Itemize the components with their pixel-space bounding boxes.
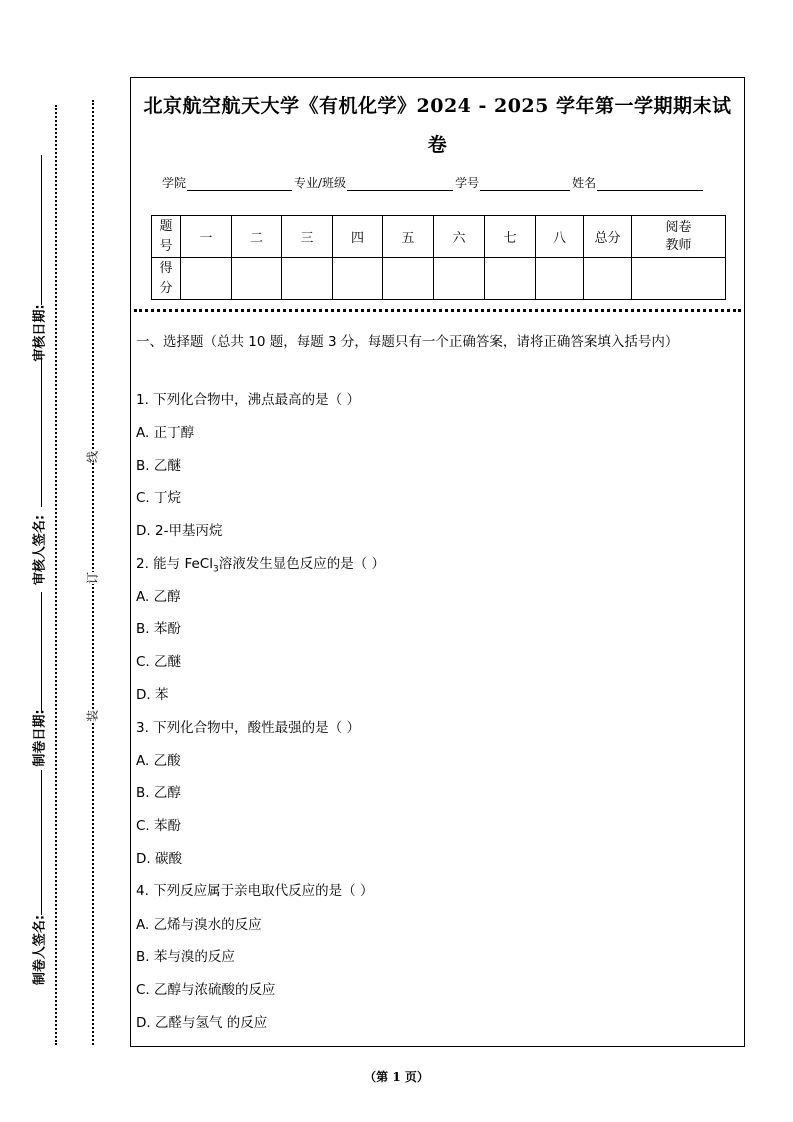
score-cell[interactable] [232,258,282,300]
grader-cell[interactable] [632,258,726,300]
col-header: 五 [383,216,434,258]
col-header: 四 [333,216,383,258]
student-info-row [162,174,705,191]
question-1-option-a: A. 正丁醇 [136,425,195,441]
major-class-label: 专业/班级 [294,176,347,190]
major-class-field[interactable] [347,178,453,191]
total-score-cell[interactable] [584,258,632,300]
question-3-option-a: A. 乙酸 [136,753,181,769]
question-2-stem [136,552,385,575]
college-label: 学院 [162,176,187,190]
reviewer-date-blank[interactable] [41,155,42,305]
page-number: （第 1 页） [364,1070,429,1084]
binding-mark-bind: 装 [82,710,103,722]
score-cell[interactable] [333,258,383,300]
col-header: 八 [536,216,584,258]
question-3-option-c: C. 苯酚 [136,818,182,834]
question-1-option-b: B. 乙醚 [136,458,181,474]
reviewer-signature-label: 审核人签名: [32,514,48,586]
maker-date-blank[interactable] [41,592,42,712]
score-cell[interactable] [383,258,434,300]
name-field[interactable] [597,178,703,191]
exam-title-line-1: 北京航空航天大学《有机化学》2024 - 2025 学年第一学期期末试 [143,95,732,117]
name-label: 姓名 [572,176,597,190]
question-4-option-a: A. 乙烯与溴水的反应 [136,917,262,933]
score-cell[interactable] [536,258,584,300]
col-header: 六 [434,216,485,258]
question-4-option-c: C. 乙醇与浓硫酸的反应 [136,982,276,998]
question-4-stem: 4. 下列反应属于亲电取代反应的是（ ） [136,883,374,899]
maker-signature-blank[interactable] [41,770,42,915]
question-2-stem-prefix: 2. 能与 FeCl [136,556,213,572]
question-3-option-d: D. 碳酸 [136,851,182,867]
student-id-label: 学号 [455,176,480,190]
student-id-field[interactable] [480,178,570,191]
score-row-label: 得分 [152,258,181,300]
maker-date-label: 制卷日期: [32,709,48,767]
maker-signature-label: 制卷人签名: [32,914,48,986]
question-2-stem-subscript: 3 [212,564,219,575]
question-2-option-c: C. 乙醚 [136,654,182,670]
section-separator [134,309,741,312]
question-3-stem: 3. 下列化合物中，酸性最强的是（ ） [136,720,360,736]
exam-title-line-2: 卷 [427,134,448,156]
grader-header: 阅卷教师 [632,216,726,258]
binding-dotted-line-left [55,105,57,1045]
score-cell[interactable] [434,258,485,300]
reviewer-date-label: 审核日期: [32,304,48,362]
college-field[interactable] [187,178,292,191]
col-header: 三 [282,216,333,258]
col-header: 二 [232,216,282,258]
score-table [151,215,726,300]
score-table-score-row [152,258,726,300]
col-header: 七 [485,216,536,258]
binding-mark-line: 线 [82,451,103,463]
reviewer-signature-blank[interactable] [41,357,42,507]
question-1-option-d: D. 2-甲基丙烷 [136,523,223,539]
question-4-option-d: D. 乙醛与氢气 的反应 [136,1015,268,1031]
question-2-option-b: B. 苯酚 [136,621,181,637]
question-1-option-c: C. 丁烷 [136,490,182,506]
section-heading: 一、选择题（总共 10 题，每题 3 分，每题只有一个正确答案，请将正确答案填入括号内） [136,334,679,350]
score-cell[interactable] [282,258,333,300]
score-table-header-row [152,216,726,258]
question-3-option-b: B. 乙醇 [136,785,181,801]
question-2-option-a: A. 乙醇 [136,589,181,605]
question-2-stem-suffix: 溶液发生显色反应的是（ ） [218,556,386,572]
col-header: 一 [181,216,232,258]
question-number-header: 题号 [152,216,181,258]
total-header: 总分 [584,216,632,258]
binding-mark-staple: 订 [82,572,103,584]
score-cell[interactable] [181,258,232,300]
question-2-option-d: D. 苯 [136,687,169,703]
question-4-option-b: B. 苯与溴的反应 [136,949,235,965]
question-1-stem: 1. 下列化合物中，沸点最高的是（ ） [136,392,360,408]
score-cell[interactable] [485,258,536,300]
